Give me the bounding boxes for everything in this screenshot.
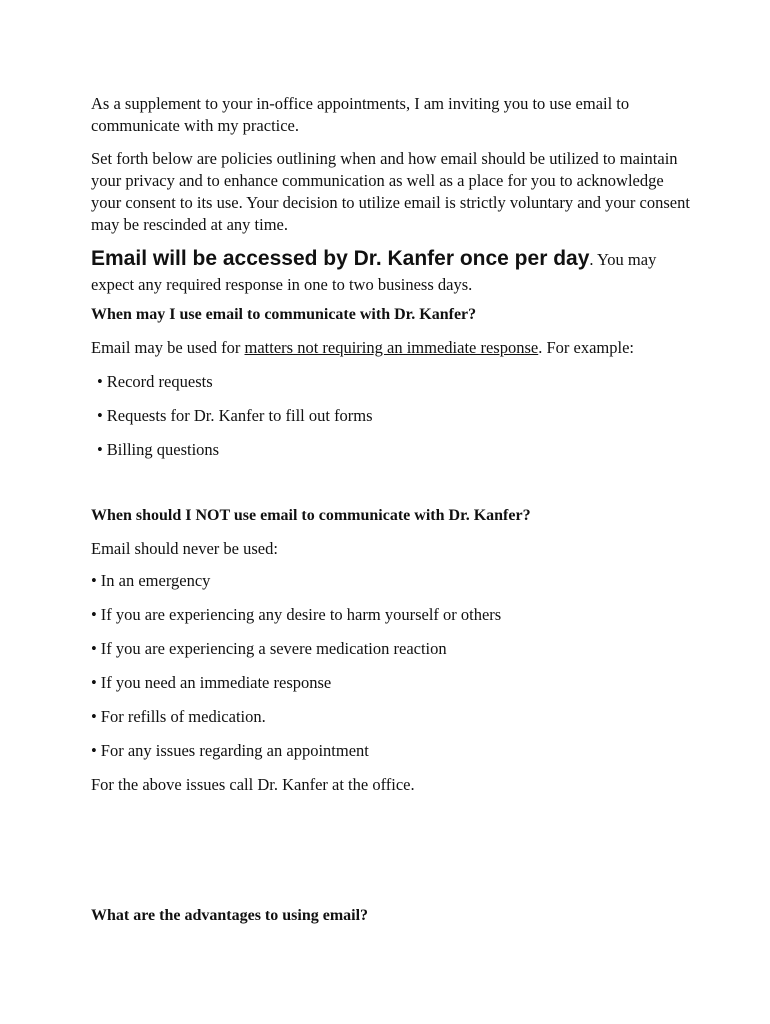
list-item-label: In an emergency: [100, 571, 211, 590]
list-item: [91, 638, 691, 660]
when-use-intro-prefix: Email may be used for: [91, 338, 245, 357]
when-use-heading: When may I use email to communicate with Dr. Kanfer?: [91, 306, 477, 323]
bullet-icon: •: [91, 741, 97, 760]
when-use-intro-underlined: matters not requiring an immediate response: [244, 338, 539, 357]
bullet-icon: •: [91, 639, 97, 658]
when-use-list: [91, 371, 691, 461]
access-lead-text: Email will be accessed by Dr. Kanfer once per day: [91, 247, 590, 270]
when-not-heading: When should I NOT use email to communicate with Dr. Kanfer?: [91, 507, 531, 524]
list-item: [91, 604, 691, 626]
list-item: [91, 371, 691, 393]
bullet-icon: •: [91, 605, 97, 624]
list-item-label: Record requests: [106, 372, 213, 391]
list-item: [91, 439, 691, 461]
when-not-closing: For the above issues call Dr. Kanfer at the office.: [91, 775, 415, 794]
access-paragraph: [91, 246, 691, 297]
when-use-intro-suffix: . For example:: [538, 338, 634, 357]
bullet-icon: •: [91, 707, 97, 726]
intro-paragraph-2: Set forth below are policies outlining when and how email should be utilized to maintain your privacy and to enhance communication as well as a place for you to acknowledge your consent to its use. Your decision to utilize email is strictly voluntary and your consent may be rescinded at any time.: [91, 149, 690, 234]
list-item-label: If you are experiencing any desire to harm yourself or others: [100, 605, 502, 624]
list-item: [91, 740, 691, 762]
bullet-icon: •: [91, 673, 97, 692]
list-item-label: For any issues regarding an appointment: [100, 741, 369, 760]
bullet-icon: •: [91, 571, 97, 590]
list-item: [91, 405, 691, 427]
list-item: [91, 570, 691, 592]
list-item-label: If you need an immediate response: [100, 673, 332, 692]
when-use-intro: [91, 337, 691, 359]
bullet-icon: •: [97, 372, 103, 391]
when-not-intro: Email should never be used:: [91, 539, 278, 558]
bullet-icon: •: [97, 440, 103, 459]
document-page: [91, 93, 691, 926]
when-not-list: [91, 570, 691, 762]
list-item-label: Billing questions: [106, 440, 220, 459]
list-item-label: Requests for Dr. Kanfer to fill out forms: [106, 406, 373, 425]
advantages-heading: What are the advantages to using email?: [91, 907, 369, 924]
list-item: [91, 672, 691, 694]
access-rest-text: . You may expect any required response in one to two business days.: [91, 250, 657, 294]
list-item-label: For refills of medication.: [100, 707, 266, 726]
list-item: [91, 706, 691, 728]
list-item-label: If you are experiencing a severe medication reaction: [100, 639, 447, 658]
intro-paragraph-1: As a supplement to your in-office appointments, I am inviting you to use email to communicate with my practice.: [91, 94, 630, 135]
bullet-icon: •: [97, 406, 103, 425]
